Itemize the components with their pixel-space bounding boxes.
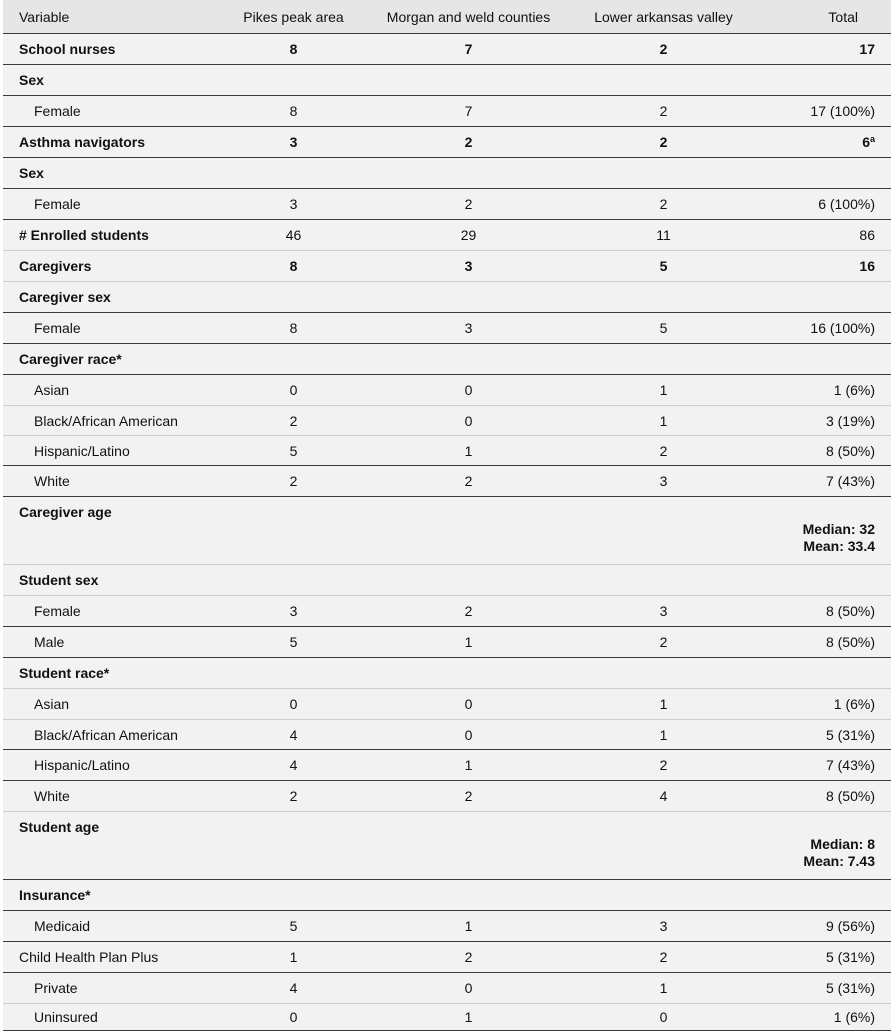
cell-lower-arkansas: 2 xyxy=(659,196,668,212)
cell-total: 8 (50%) xyxy=(825,603,875,619)
cell-pikes-peak xyxy=(215,282,372,313)
cell-total: 9 (56%) xyxy=(825,918,875,934)
header-pikes-peak: Pikes peak area xyxy=(243,8,344,25)
cell-pikes-peak xyxy=(215,812,372,880)
cell-lower-arkansas xyxy=(565,658,762,689)
cell-pikes-peak xyxy=(215,565,372,596)
cell-lower-arkansas xyxy=(565,880,762,911)
table-row xyxy=(3,344,891,375)
cell-lower-arkansas xyxy=(565,565,762,596)
row-label: Sex xyxy=(19,165,44,181)
cell-pikes-peak xyxy=(215,658,372,689)
cell-morgan-weld: 2 xyxy=(464,788,473,804)
cell-pikes-peak: 5 xyxy=(289,918,298,934)
cell-morgan-weld xyxy=(372,880,565,911)
cell-total: 7 (43%) xyxy=(825,757,875,773)
cell-morgan-weld: 1 xyxy=(464,918,473,934)
cell-lower-arkansas xyxy=(565,282,762,313)
table-row xyxy=(3,436,891,466)
cell-lower-arkansas: 2 xyxy=(659,634,668,650)
cell-total xyxy=(762,497,891,565)
summary-stat: Median: 8 xyxy=(810,836,875,852)
cell-lower-arkansas: 1 xyxy=(659,980,668,996)
cell-lower-arkansas xyxy=(565,158,762,189)
cell-lower-arkansas: 2 xyxy=(659,757,668,773)
cell-morgan-weld: 29 xyxy=(460,227,477,243)
table-row xyxy=(3,220,891,251)
cell-morgan-weld: 7 xyxy=(464,41,473,57)
cell-morgan-weld xyxy=(372,344,565,375)
table-header xyxy=(3,0,891,34)
row-label: Private xyxy=(34,980,78,996)
cell-pikes-peak: 0 xyxy=(289,1009,298,1025)
table-row xyxy=(3,812,891,880)
table-row xyxy=(3,911,891,942)
cell-total xyxy=(762,880,891,911)
cell-lower-arkansas: 2 xyxy=(659,103,668,119)
table-row xyxy=(3,973,891,1004)
cell-pikes-peak: 3 xyxy=(289,603,298,619)
cell-pikes-peak: 46 xyxy=(285,227,302,243)
row-label: Student race* xyxy=(19,665,110,681)
cell-total: 16 (100%) xyxy=(810,320,875,336)
cell-morgan-weld: 2 xyxy=(464,949,473,965)
header-lower-arkansas: Lower arkansas valley xyxy=(594,8,733,25)
table-row xyxy=(3,689,891,720)
cell-lower-arkansas xyxy=(565,65,762,96)
table-row xyxy=(3,750,891,781)
cell-total xyxy=(762,344,891,375)
table-row xyxy=(3,781,891,812)
cell-pikes-peak: 2 xyxy=(289,473,298,489)
cell-lower-arkansas: 0 xyxy=(659,1009,668,1025)
cell-morgan-weld: 1 xyxy=(464,634,473,650)
cell-lower-arkansas xyxy=(565,497,762,565)
cell-pikes-peak: 8 xyxy=(289,258,298,274)
cell-lower-arkansas xyxy=(565,812,762,880)
cell-total: 16 xyxy=(859,258,875,274)
table-row xyxy=(3,720,891,750)
summary-stat: Mean: 33.4 xyxy=(803,538,875,554)
cell-total: 8 (50%) xyxy=(825,442,875,459)
table-row xyxy=(3,189,891,220)
table-row xyxy=(3,406,891,436)
cell-morgan-weld: 1 xyxy=(464,442,473,459)
row-label: Black/African American xyxy=(34,412,178,429)
cell-total: 3 (19%) xyxy=(825,412,875,429)
cell-lower-arkansas: 2 xyxy=(659,134,668,150)
row-label: Caregiver sex xyxy=(19,289,111,305)
cell-total: 7 (43%) xyxy=(825,473,875,489)
cell-pikes-peak: 3 xyxy=(289,134,298,150)
cell-lower-arkansas: 11 xyxy=(656,227,671,243)
table-row xyxy=(3,596,891,627)
table-row xyxy=(3,880,891,911)
cell-morgan-weld xyxy=(372,812,565,880)
table-row xyxy=(3,942,891,973)
row-label: Black/African American xyxy=(34,726,178,743)
row-label: Student sex xyxy=(19,572,99,588)
table-row xyxy=(3,282,891,313)
table-row xyxy=(3,375,891,406)
cell-morgan-weld: 0 xyxy=(464,382,473,398)
table-row xyxy=(3,497,891,565)
table-row xyxy=(3,251,891,282)
cell-total: 1 (6%) xyxy=(833,1009,875,1025)
cell-total: 5 (31%) xyxy=(825,980,875,996)
cell-morgan-weld: 1 xyxy=(464,1009,473,1025)
row-label: Female xyxy=(34,103,81,119)
cell-total: 17 xyxy=(859,41,875,57)
cell-total: 5 (31%) xyxy=(825,726,875,743)
cell-total xyxy=(762,158,891,189)
cell-pikes-peak: 4 xyxy=(289,726,298,743)
table-row xyxy=(3,34,891,65)
cell-total: 5 (31%) xyxy=(825,949,875,965)
cell-total xyxy=(762,65,891,96)
cell-total xyxy=(762,282,891,313)
cell-total xyxy=(762,812,891,880)
cell-morgan-weld: 3 xyxy=(464,258,473,274)
cell-pikes-peak: 5 xyxy=(289,442,298,459)
cell-pikes-peak xyxy=(215,497,372,565)
cell-lower-arkansas xyxy=(565,344,762,375)
cell-pikes-peak: 4 xyxy=(289,980,298,996)
cell-pikes-peak: 5 xyxy=(289,634,298,650)
row-label: White xyxy=(34,788,70,804)
cell-total xyxy=(762,565,891,596)
cell-morgan-weld: 2 xyxy=(464,134,473,150)
table-row xyxy=(3,127,891,158)
row-label: Hispanic/Latino xyxy=(34,757,130,773)
cell-morgan-weld xyxy=(372,565,565,596)
row-label: Female xyxy=(34,603,81,619)
table-row xyxy=(3,313,891,344)
cell-lower-arkansas: 2 xyxy=(659,442,668,459)
row-label: Insurance* xyxy=(19,887,91,903)
cell-lower-arkansas: 1 xyxy=(659,696,668,712)
row-label: Caregivers xyxy=(19,258,92,274)
cell-pikes-peak xyxy=(215,880,372,911)
cell-pikes-peak xyxy=(215,344,372,375)
cell-lower-arkansas: 2 xyxy=(659,949,668,965)
table-row xyxy=(3,565,891,596)
header-morgan-weld: Morgan and weld counties xyxy=(386,8,551,25)
cell-morgan-weld: 0 xyxy=(464,412,473,429)
cell-pikes-peak: 8 xyxy=(289,41,298,57)
demographics-table xyxy=(3,0,891,1031)
cell-pikes-peak: 2 xyxy=(289,412,298,429)
cell-pikes-peak: 2 xyxy=(289,788,298,804)
footnote-marker: a xyxy=(869,134,875,144)
cell-lower-arkansas: 1 xyxy=(659,412,668,429)
row-label: School nurses xyxy=(19,41,116,57)
header-variable: Variable xyxy=(19,8,70,25)
cell-total: 1 (6%) xyxy=(833,696,875,712)
table-row xyxy=(3,1004,891,1031)
cell-lower-arkansas: 3 xyxy=(659,603,668,619)
row-label: # Enrolled students xyxy=(19,227,149,243)
cell-morgan-weld: 0 xyxy=(464,696,473,712)
cell-morgan-weld: 1 xyxy=(464,757,473,773)
cell-pikes-peak: 0 xyxy=(289,696,298,712)
cell-pikes-peak: 3 xyxy=(289,196,298,212)
header-row xyxy=(3,0,891,34)
cell-morgan-weld xyxy=(372,497,565,565)
cell-pikes-peak: 0 xyxy=(289,382,298,398)
cell-morgan-weld: 0 xyxy=(464,726,473,743)
table-row xyxy=(3,627,891,658)
cell-pikes-peak xyxy=(215,65,372,96)
cell-morgan-weld xyxy=(372,158,565,189)
row-label: Student age xyxy=(19,819,100,835)
row-label: White xyxy=(34,473,70,489)
table-row xyxy=(3,658,891,689)
cell-pikes-peak xyxy=(215,158,372,189)
row-label: Hispanic/Latino xyxy=(34,442,130,459)
cell-pikes-peak: 4 xyxy=(289,757,298,773)
cell-lower-arkansas: 1 xyxy=(659,726,668,743)
row-label: Caregiver age xyxy=(19,504,112,520)
cell-morgan-weld: 0 xyxy=(464,980,473,996)
cell-morgan-weld: 3 xyxy=(464,320,473,336)
row-label: Male xyxy=(34,634,65,650)
cell-lower-arkansas: 3 xyxy=(659,918,668,934)
row-label: Female xyxy=(34,196,81,212)
cell-lower-arkansas: 1 xyxy=(659,382,668,398)
cell-total: 1 (6%) xyxy=(833,382,875,398)
cell-lower-arkansas: 2 xyxy=(659,41,668,57)
row-label: Female xyxy=(34,320,81,336)
row-label: Uninsured xyxy=(34,1009,98,1025)
row-label: Sex xyxy=(19,72,44,88)
table-row xyxy=(3,158,891,189)
row-label: Caregiver race* xyxy=(19,351,122,367)
row-label: Child Health Plan Plus xyxy=(19,949,159,965)
cell-lower-arkansas: 5 xyxy=(659,258,668,274)
row-label: Asian xyxy=(34,382,70,398)
cell-total: 6 (100%) xyxy=(818,196,875,212)
cell-total: 6$^a$ xyxy=(862,134,875,150)
cell-morgan-weld: 2 xyxy=(464,473,473,489)
cell-morgan-weld: 2 xyxy=(464,603,473,619)
table-row xyxy=(3,65,891,96)
cell-morgan-weld xyxy=(372,65,565,96)
table-row xyxy=(3,466,891,497)
cell-morgan-weld xyxy=(372,282,565,313)
cell-pikes-peak: 1 xyxy=(289,949,298,965)
cell-total: 86 xyxy=(859,227,875,243)
table-body xyxy=(3,34,891,1031)
summary-stat: Mean: 7.43 xyxy=(803,853,875,869)
cell-total: 17 (100%) xyxy=(810,103,875,119)
cell-total: 8 (50%) xyxy=(825,788,875,804)
cell-morgan-weld xyxy=(372,658,565,689)
cell-total xyxy=(762,658,891,689)
cell-pikes-peak: 8 xyxy=(289,103,298,119)
row-label: Asthma navigators xyxy=(19,134,146,150)
cell-morgan-weld: 7 xyxy=(464,103,473,119)
summary-stat: Median: 32 xyxy=(802,521,875,537)
cell-lower-arkansas: 3 xyxy=(659,473,668,489)
header-total: Total xyxy=(828,8,858,25)
cell-total: 8 (50%) xyxy=(825,634,875,650)
cell-pikes-peak: 8 xyxy=(289,320,298,336)
cell-lower-arkansas: 4 xyxy=(659,788,668,804)
table-row xyxy=(3,96,891,127)
row-label: Asian xyxy=(34,696,70,712)
cell-lower-arkansas: 5 xyxy=(659,320,668,336)
row-label: Medicaid xyxy=(34,918,91,934)
cell-morgan-weld: 2 xyxy=(464,196,473,212)
